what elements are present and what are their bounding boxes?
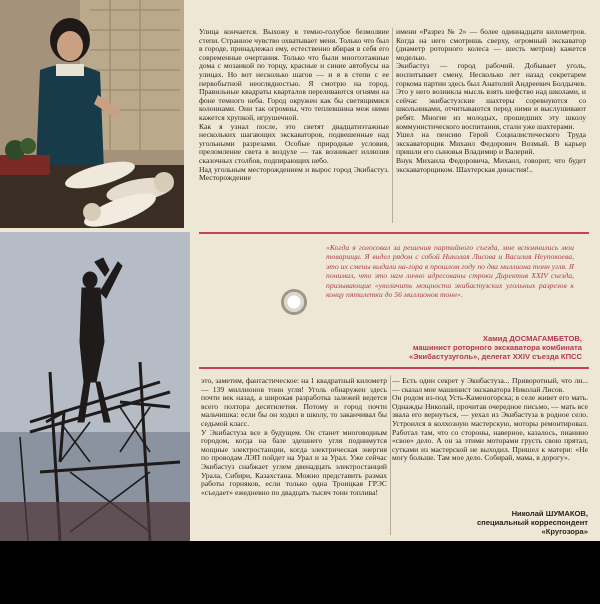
excavator-photo-illustration — [0, 232, 190, 541]
column-divider-bottom — [390, 375, 391, 535]
quote-author: Хамид ДОСМАГАМБЕТОВ, машинист роторного экскаватора комбината «Экибастузуголь», делегат XXIV съезда КПСС — [408, 334, 582, 361]
quote-rule-bottom — [199, 367, 589, 369]
quote-rule-top — [199, 232, 589, 234]
photo-woman-with-blueprints — [0, 0, 184, 228]
woman-photo-illustration — [0, 0, 184, 228]
column-divider-top — [392, 28, 393, 223]
photo-excavator-operator — [0, 232, 190, 541]
article-column-bottom-left: это, заметим, фантастическое: на 1 квадратный километр — 139 миллионов тонн угля! Уголь обнаружен здесь почти век назад, а широкая разработка залежей ведется всего полтора десятилетия. Потому и город почти мальчишка: если бы он ходил в школу, то заканчивал бы седьмой класс. У Экибастуза все в будущем. Он станет многоводным городом, когда на базе здешнего угля поднимутся мощные электростанции, когда электрическая энергия по проводам ЛЭП пойдет на Урал и за Урал. Уже сейчас Экибастуз снабжает углем двенадцать электростанций Урала, Сибири, Казахстана. Можно представить размах работы горняков, если только одна Троицкая ГРЭС «съедает» ежедневно по двадцать тысяч тонн топлива! — [201, 377, 387, 497]
article-column-top-right: имени «Разрез № 2» — более одиннадцати километров. Когда на него смотришь сверху, огромный экскаватор (диаметр роторного колеса — шесть метров) кажется моделью. Экибастуз — город рабочий. Добывает уголь, воспитывает смену. Несколько лет назад секретарем горкома партии здесь был Анатолий Андреевич Болдычев. Это у него возникла мысль взять шефство над школами, и сейчас экибастузские шахтеры соревнуются со школьниками, отчитываются перед ними и выслушивают ребят. Многие из молодых, прошедших эту школу коммунистического воспитания, стали уже шахтерами. Ушел на пенсию Герой Социалистического Труда экскаваторщик Михаил Федорович Возмый. В карьер пришли его сыновья Владимир и Валерий. Внук Михаила Федоровича, Михаил, говорит, что будет экскаваторщиком. Шахтерская династия!.. — [396, 28, 586, 174]
article-column-top-left: Улица кончается. Выхожу в темно-голубое безмолвие степи. Странное чувство охватывает меня. Только что был в городе, принадлежал ему, естественно вбирая в себя его современные очертания. Только что были многоэтажные дома с мозаикой по торцу, красные и синие автобусы на улицах. Но вот несколько шагов — и я в степи с ее первобытной неоглядностью. Я смотрю на город. Правильные квадраты кварталов переливаются огнями на фоне темного неба. Город окружен как бы светящимися колоннами. Они так огромны, что теплевшина меж ними кажется хрупкой, игрушечной. Как я узнал после, это светят двадцатиэтажные нескольких шагающих экскаваторов, подвешенные над угольными разрезами. Особые природные условия, преломление света в воздухе — так возникает иллюзия сказочных столбов, подпирающих небо. Над угольным месторождением и вырос город Экибастуз. Месторождение — [199, 28, 389, 183]
article-column-bottom-right: — Есть один секрет у Экибастуза... Приворотный, что ли... — сказал мне машинист экскаватора Николай Лисов. Он родом из-под Усть-Каменогорска; в селе живет его мать. Однажды Николай, прочитав очередное письмо, — мать все звала его вернуться, — уехал из Экибастуза в родное село. Устроился в колхозную мастерскую, моторы ремонтировал. Работал там, что со стороны, наверное, казалось, пианино «свое» дело. А он за этими моторами грусть свою прятал, сутками из мастерской не выходил. Пришел к матери: «Не могу больше. Там мое дело. Собирай, мама, в дорогу». — [392, 377, 588, 463]
delegate-quote: «Когда я голосовал за решения партийного съезда, мне вспомнились мои товарищи. Я видел рядом с собой Николая Лисова и Василия Неупокоева, это их смены выдали на-гора в прошлом году по два миллиона тонн угля. Я понимал, что это нам лично адресованы строки Директив XXIV съезда, призывающие «увеличить мощности экибастузских угольных разрезов к концу пятилетки до 56 миллионов тонн». — [326, 243, 574, 300]
flexi-disc-center-hole — [281, 289, 307, 315]
author-byline: Николай ШУМАКОВ, специальный корреспондент «Кругозора» — [476, 509, 588, 536]
